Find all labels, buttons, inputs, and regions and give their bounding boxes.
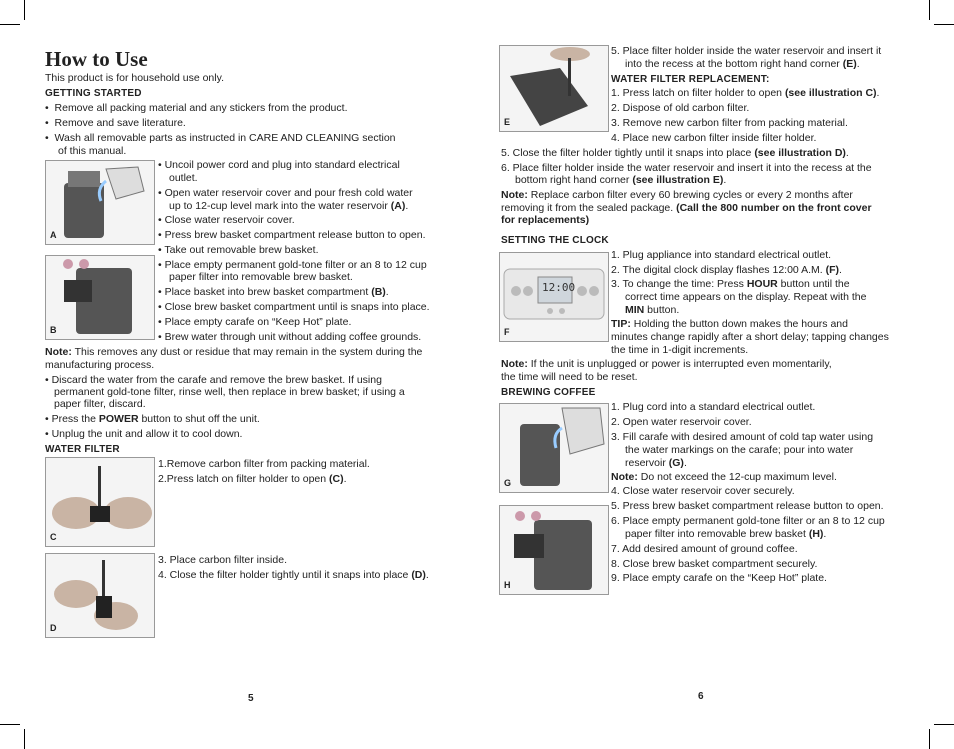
step-text: • Open water reservoir cover and pour fresh cold water [158,187,413,199]
step-text: 3. Fill carafe with desired amount of cold tap water using [611,431,874,443]
note: Note: Do not exceed the 12-cup maximum level. [611,471,837,483]
filter-close-illustration [46,554,154,637]
note-cont: the time will need to be reset. [501,371,638,383]
crop-mark [0,724,20,725]
step-text: 1. Plug appliance into standard electrical outlet. [611,249,832,261]
step-text: 2. Dispose of old carbon filter. [611,102,750,114]
step-text: • Place empty permanent gold-tone filter or an 8 to 12 cup [158,259,427,271]
step-text: 2. Open water reservoir cover. [611,416,752,428]
crop-mark [934,724,954,725]
step-text: 5. Close the filter holder tightly until it snaps into place (see illustration D). [501,147,849,159]
page-title: How to Use [45,47,148,71]
crop-mark [929,729,930,749]
step-text: • Press brew basket compartment release button to open. [158,229,426,241]
step-text: the water markings on the carafe; pour into water [625,444,854,456]
figure-label: E [504,117,511,127]
step-text: • Brew water through unit without adding coffee grounds. [158,331,422,343]
clock-display: 12:00 [542,281,576,294]
step-text: 5. Press brew basket compartment release button to open. [611,500,884,512]
brew-basket-illustration [46,256,154,339]
figure-a [45,160,155,245]
step-text: • Press the POWER button to shut off the unit. [45,413,260,425]
step-text: 1.Remove carbon filter from packing material. [158,458,370,470]
crop-mark [934,24,954,25]
step-text: 2.Press latch on filter holder to open (C). [158,473,347,485]
step-text: MIN button. [625,304,680,316]
step-text: 6. Place empty permanent gold-tone filter or an 8 to 12 cup [611,515,885,527]
note: Note: Replace carbon filter every 60 brewing cycles or every 2 months after [501,189,853,201]
step-text: • Take out removable brew basket. [158,244,319,256]
step-text: 5. Place filter holder inside the water reservoir and insert it [611,45,882,57]
figure-label: D [50,623,57,633]
carafe-pour-illustration [500,404,608,492]
step-text: correct time appears on the display. Repeat with the [625,291,867,303]
list-item-cont: of this manual. [58,145,127,157]
page-number: 5 [248,693,254,704]
step-text: • Close water reservoir cover. [158,214,295,226]
step-text: 4. Close water reservoir cover securely. [611,485,795,497]
figure-label: B [50,325,57,335]
intro-text: This product is for household use only. [45,72,224,84]
crop-mark [0,24,20,25]
note: Note: This removes any dust or residue that may remain in the system during the [45,346,423,358]
step-text: • Place empty carafe on “Keep Hot” plate. [158,316,352,328]
crop-mark [929,0,930,20]
clock-panel-illustration [500,253,608,341]
step-text: 7. Add desired amount of ground coffee. [611,543,798,555]
figure-e [499,45,609,132]
note-cont: removing it from the sealed package. (Call the 800 number on the front cover [501,202,872,214]
figure-label: H [504,580,511,590]
figure-label: A [50,230,57,240]
step-text: bottom right hand corner (see illustration E). [515,174,727,186]
figure-c [45,457,155,547]
tip-cont: the time in 1-digit increments. [611,344,749,356]
list-item: • Wash all removable parts as instructed in CARE AND CLEANING section [45,132,396,144]
step-text: 3. To change the time: Press HOUR button until the [611,278,850,290]
figure-h [499,505,609,595]
step-text: 3. Remove new carbon filter from packing material. [611,117,848,129]
figure-g [499,403,609,493]
figure-label: G [504,478,512,488]
note-cont: manufacturing process. [45,359,155,371]
step-text: up to 12-cup level mark into the water reservoir (A). [169,200,409,212]
filter-replacement-heading: WATER FILTER REPLACEMENT: [611,74,770,85]
step-text: 8. Close brew basket compartment securely. [611,558,818,570]
tip: TIP: Holding the button down makes the hours and [611,318,848,330]
page-number: 6 [698,691,704,702]
step-text: • Uncoil power cord and plug into standard electrical [158,159,400,171]
step-text: outlet. [169,172,198,184]
step-text: permanent gold-tone filter, rinse well, then replace in brew basket; if using a [54,386,405,398]
step-text: 1. Press latch on filter holder to open (see illustration C). [611,87,880,99]
figure-label: F [504,327,510,337]
brewing-coffee-heading: BREWING COFFEE [501,387,596,398]
figure-label: C [50,532,57,542]
figure-f [499,252,609,342]
step-text: 1. Plug cord into a standard electrical outlet. [611,401,816,413]
step-text: • Place basket into brew basket compartment (B). [158,286,389,298]
list-item: • Remove all packing material and any stickers from the product. [45,102,348,114]
setting-clock-heading: SETTING THE CLOCK [501,235,609,246]
note-cont: for replacements) [501,214,590,226]
brew-basket-filter-illustration [500,506,608,594]
step-text: • Unplug the unit and allow it to cool down. [45,428,243,440]
step-text: 4. Close the filter holder tightly until it snaps into place (D). [158,569,429,581]
list-item: • Remove and save literature. [45,117,186,129]
coffee-maker-pour-illustration [46,161,154,244]
step-text: • Discard the water from the carafe and remove the brew basket. If using [45,374,382,386]
filter-reservoir-illustration [500,46,608,131]
figure-d [45,553,155,638]
tip-cont: minutes change rapidly after a short delay; tapping changes [611,331,889,343]
water-filter-heading: WATER FILTER [45,444,120,455]
step-text: • Close brew basket compartment until is snaps into place. [158,301,430,313]
step-text: into the recess at the bottom right hand corner (E). [625,58,860,70]
step-text: reservoir (G). [625,457,687,469]
getting-started-heading: GETTING STARTED [45,88,142,99]
crop-mark [24,0,25,20]
step-text: 6. Place filter holder inside the water reservoir and insert it into the recess at the [501,162,872,174]
step-text: 3. Place carbon filter inside. [158,554,287,566]
step-text: 2. The digital clock display flashes 12:00 A.M. (F). [611,264,842,276]
step-text: paper filter into removable brew basket (H). [625,528,827,540]
step-text: paper filter into removable brew basket. [169,271,353,283]
note: Note: If the unit is unplugged or power is interrupted even momentarily, [501,358,832,370]
crop-mark [24,729,25,749]
step-text: paper filter, discard. [54,398,146,410]
figure-b [45,255,155,340]
step-text: 4. Place new carbon filter inside filter holder. [611,132,817,144]
filter-hands-illustration [46,458,154,546]
step-text: 9. Place empty carafe on the “Keep Hot” plate. [611,572,827,584]
